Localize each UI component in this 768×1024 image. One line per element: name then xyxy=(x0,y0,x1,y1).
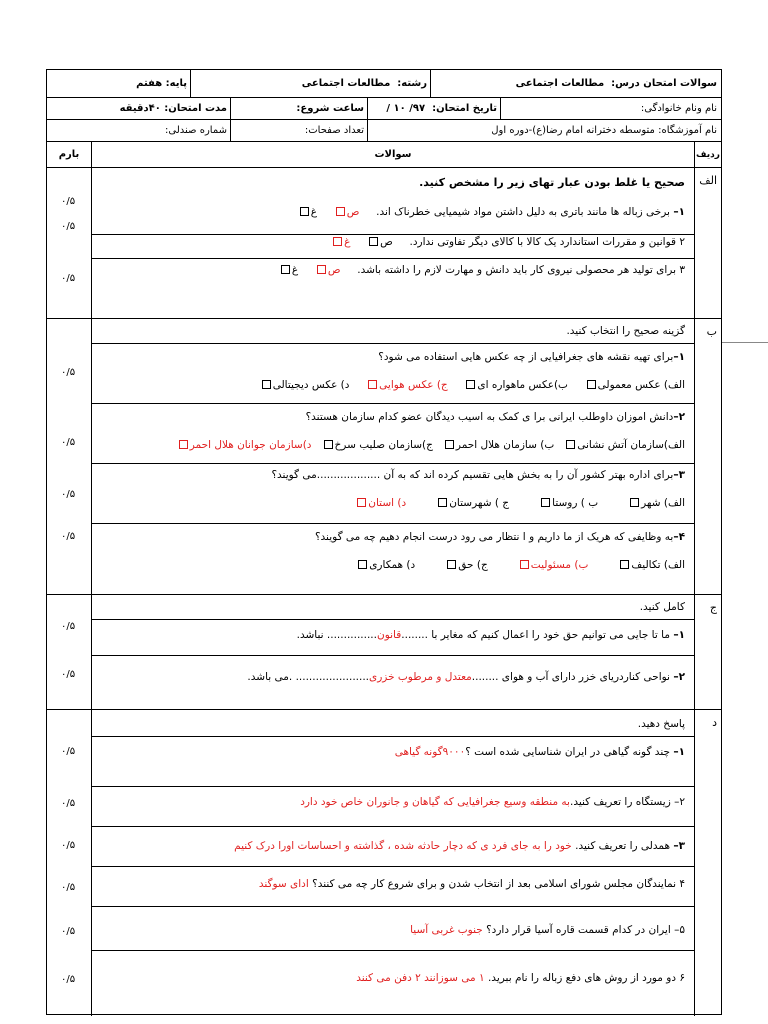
col-questions: سوالات xyxy=(374,149,412,160)
score: ۰/۵ xyxy=(61,531,76,542)
option-checkbox[interactable] xyxy=(368,380,377,389)
option-checkbox[interactable] xyxy=(179,440,188,449)
column-headers xyxy=(47,142,721,168)
score: ۰/۵ xyxy=(61,840,76,851)
question-2: ۲– زیستگاه را تعریف کنید.به منطقه وسیع جغرافیایی که گیاهان و جانوران خاص خود دارد xyxy=(300,796,685,808)
option-checkbox[interactable] xyxy=(438,498,447,507)
score: ۰/۵ xyxy=(61,974,76,985)
section-instruction: کامل کنید. xyxy=(639,601,685,613)
score: ۰/۵ xyxy=(61,798,76,809)
section-be xyxy=(47,319,721,595)
col-score: بارم xyxy=(58,149,80,160)
duration: مدت امتحان: ۴۰دقیقه xyxy=(119,103,227,114)
section-jim xyxy=(47,595,721,710)
col-row: ردیف xyxy=(696,149,720,160)
section-instruction: صحیح یا غلط بودن عبار تهای زیر را مشخص کنید. xyxy=(419,176,685,189)
checkbox-true[interactable] xyxy=(336,207,345,216)
exam-date: تاریخ امتحان: ۹۷/ ۱۰ / xyxy=(386,103,497,114)
option-checkbox[interactable] xyxy=(445,440,454,449)
score: ۰/۵ xyxy=(61,489,76,500)
option-checkbox[interactable] xyxy=(357,498,366,507)
score: ۰/۵ xyxy=(61,367,76,378)
score: ۰/۵ xyxy=(61,221,76,232)
score: ۰/۵ xyxy=(61,926,76,937)
option-checkbox[interactable] xyxy=(566,440,575,449)
field: رشته: مطالعات اجتماعی xyxy=(301,78,427,89)
header-row-1 xyxy=(47,70,721,98)
start-time: ساعت شروع: xyxy=(296,103,364,114)
seat-number: شماره صندلی: xyxy=(165,125,227,136)
section-alef xyxy=(47,168,721,319)
question-4-options: الف) تکالیف ب) مسئولیت ج) حق د) همکاری xyxy=(356,559,685,571)
grade: پایه: هفتم xyxy=(136,78,187,89)
question-1: ۱– ما تا جایی می توانیم حق خود را اعمال کنیم که مغایر با ........قانون............... نباشد. xyxy=(296,629,685,641)
option-checkbox[interactable] xyxy=(630,498,639,507)
question-2: ۲–دانش اموزان داوطلب ایرانی برا ی کمک به اسیب دیدگان عضو کدام سازمان هستند؟ xyxy=(305,411,685,423)
header-row-2 xyxy=(47,98,721,120)
exam-sheet xyxy=(46,69,722,1015)
question-5: ۵– ایران در کدام قسمت قاره آسیا قرار دارد؟ جنوب غربی آسیا xyxy=(410,924,685,936)
checkbox-false[interactable] xyxy=(333,237,342,246)
question-4: ۴–به وظایفی که هریک از ما داریم و ا نتظار می رود درست انجام دهیم چه می گویند؟ xyxy=(314,531,685,543)
checkbox-false[interactable] xyxy=(281,265,290,274)
section-letter: ج xyxy=(709,601,717,614)
option-checkbox[interactable] xyxy=(447,560,456,569)
score: ۰/۵ xyxy=(61,746,76,757)
option-checkbox[interactable] xyxy=(358,560,367,569)
question-4: ۴ نمایندگان مجلس شورای اسلامی بعد از انتخاب شدن و برای شروع کار چه می کنند؟ ادای سوگند xyxy=(258,878,685,890)
option-checkbox[interactable] xyxy=(541,498,550,507)
question-6: ۶ دو مورد از روش های دفع زباله را نام ببرید. ۱ می سوزانند ۲ دفن می کنند xyxy=(356,972,685,984)
margin-mark xyxy=(722,342,768,343)
section-instruction: پاسخ دهید. xyxy=(637,718,685,730)
header-row-3 xyxy=(47,120,721,142)
section-dal xyxy=(47,710,721,1016)
score: ۰/۵ xyxy=(61,437,76,448)
checkbox-true[interactable] xyxy=(317,265,326,274)
question-2-options: الف)سازمان آتش نشانی ب) سازمان هلال احمر ج)سازمان صلیب سرخ د)سازمان جوانان هلال احمر xyxy=(177,439,685,451)
option-checkbox[interactable] xyxy=(324,440,333,449)
section-letter: ب xyxy=(706,325,717,338)
checkbox-false[interactable] xyxy=(300,207,309,216)
score: ۰/۵ xyxy=(61,669,76,680)
option-checkbox[interactable] xyxy=(587,380,596,389)
exam-title: سوالات امتحان درس: مطالعات اجتماعی xyxy=(515,78,717,89)
section-letter: د xyxy=(712,716,717,729)
question-3: ۳ برای تولید هر محصولی نیروی کار باید دانش و مهارت لازم را داشته باشد. ص غ xyxy=(279,264,685,276)
question-3: ۳–برای اداره بهتر کشور آن را به بخش هایی تقسیم کرده اند که به آن ...................می گویند؟ xyxy=(271,469,685,481)
question-1: ۱– برخی زباله ها مانند باتری به دلیل داشتن مواد شیمیایی خطرناک اند. ص غ xyxy=(298,206,685,218)
option-checkbox[interactable] xyxy=(262,380,271,389)
section-instruction: گزینه صحیح را انتخاب کنید. xyxy=(566,325,685,337)
question-1: ۱–برای تهیه نقشه های جغرافیایی از چه عکس هایی استفاده می شود؟ xyxy=(378,351,685,363)
score: ۰/۵ xyxy=(61,196,76,207)
option-checkbox[interactable] xyxy=(620,560,629,569)
question-1: ۱– چند گونه گیاهی در ایران شناسایی شده است ؟۹۰۰۰گونه گیاهی xyxy=(394,746,685,758)
checkbox-true[interactable] xyxy=(369,237,378,246)
student-name: نام ونام خانوادگی: xyxy=(640,103,717,114)
section-letter: الف xyxy=(699,174,717,187)
question-1-options: الف) عکس معمولی ب)عکس ماهواره ای ج) عکس هوایی د) عکس دیجیتالی xyxy=(260,379,685,391)
question-3-options: الف) شهر ب ) روستا ج ) شهرستان د) استان xyxy=(355,497,685,509)
question-2: ۲– نواحی کناردریای خزر دارای آب و هوای ........معتدل و مرطوب خزری...................... .می باشد. xyxy=(247,671,685,683)
score: ۰/۵ xyxy=(61,882,76,893)
page-count: تعداد صفحات: xyxy=(304,125,364,136)
score: ۰/۵ xyxy=(61,273,76,284)
score: ۰/۵ xyxy=(61,621,76,632)
question-2: ۲ قوانین و مقررات استاندارد یک کالا با کالای دیگر تفاوتی ندارد. ص غ xyxy=(331,236,685,248)
option-checkbox[interactable] xyxy=(466,380,475,389)
option-checkbox[interactable] xyxy=(520,560,529,569)
school-name: نام آموزشگاه: متوسطه دخترانه امام رضا(ع)-دوره اول xyxy=(491,125,717,136)
question-3: ۳– همدلی را تعریف کنید. خود را به جای فرد ی که دچار حادثه شده ، گذاشته و احساسات اورا درک کنیم xyxy=(234,840,685,852)
